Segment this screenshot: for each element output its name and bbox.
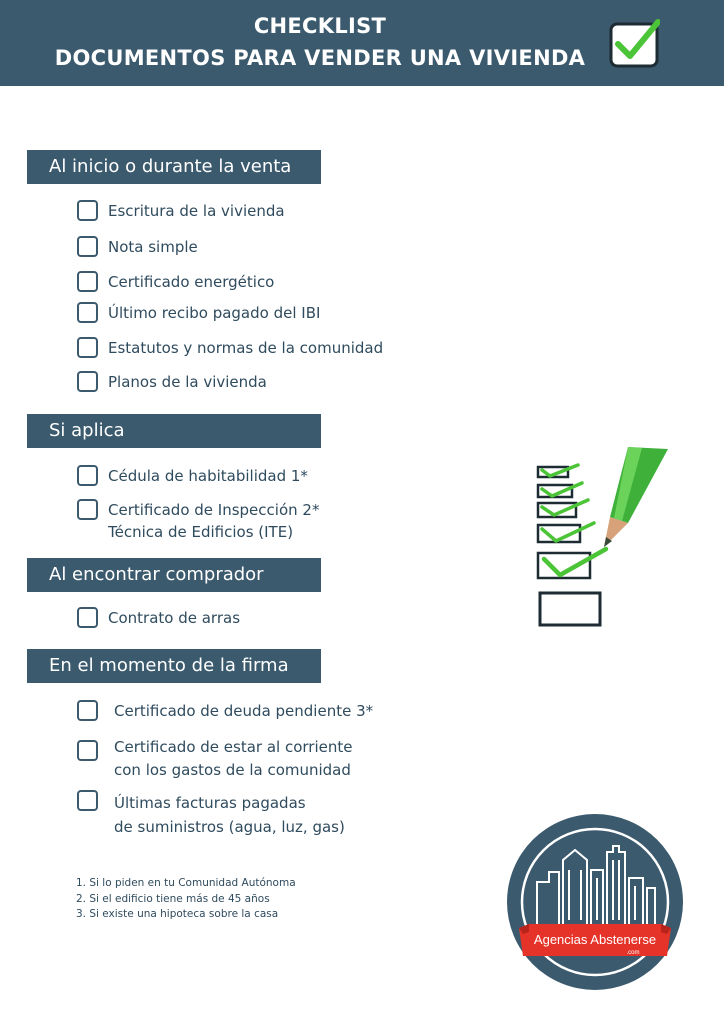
logo-suffix: .com: [626, 950, 640, 956]
item-label: Nota simple: [108, 238, 198, 256]
section-header-if-applicable: [27, 414, 321, 448]
item-label: Certificado energético: [108, 273, 275, 291]
checkbox[interactable]: [77, 271, 98, 292]
city-skyline-icon: [505, 812, 685, 992]
checkbox[interactable]: [77, 700, 98, 721]
item-label: Último recibo pagado del IBI: [108, 304, 321, 322]
page-header: [0, 0, 724, 86]
item-label: Certificado de Inspección 2*: [108, 501, 320, 519]
checkbox[interactable]: [77, 371, 98, 392]
checklist-pencil-icon: [530, 445, 675, 635]
section-header-start: [27, 150, 321, 184]
section-title: En el momento de la firma: [49, 655, 289, 676]
item-label: Certificado de estar al corriente: [114, 738, 353, 756]
footnote: 3. Si existe una hipoteca sobre la casa: [76, 908, 279, 920]
logo-name: Agencias Abstenerse: [533, 932, 657, 947]
item-label: Estatutos y normas de la comunidad: [108, 339, 384, 357]
item-label: Certificado de deuda pendiente 3*: [114, 702, 374, 720]
section-title: Al inicio o durante la venta: [49, 156, 292, 177]
checkbox-checked-icon: [608, 18, 660, 70]
section-title: Si aplica: [49, 420, 125, 441]
section-title: Al encontrar comprador: [49, 564, 264, 585]
item-label-line2: de suministros (agua, luz, gas): [114, 818, 345, 836]
footnotes: [76, 876, 296, 923]
item-label: Contrato de arras: [108, 609, 241, 627]
checkbox[interactable]: [77, 200, 98, 221]
checkbox[interactable]: [77, 236, 98, 257]
item-label: Cédula de habitabilidad 1*: [108, 467, 308, 485]
item-label: Últimas facturas pagadas: [114, 794, 306, 812]
checkbox[interactable]: [77, 337, 98, 358]
item-label: Planos de la vivienda: [108, 373, 267, 391]
footnote: 2. Si el edificio tiene más de 45 años: [76, 892, 270, 905]
item-label: Escritura de la vivienda: [108, 202, 285, 220]
checkbox[interactable]: [77, 302, 98, 323]
item-label-line2: con los gastos de la comunidad: [114, 761, 351, 779]
checkbox[interactable]: [77, 790, 98, 811]
header-title-line2: DOCUMENTOS PARA VENDER UNA VIVIENDA: [54, 46, 586, 70]
checkbox[interactable]: [77, 465, 98, 486]
header-title-line1: CHECKLIST: [253, 14, 387, 38]
section-header-signing: [27, 649, 321, 683]
item-label-line2: Técnica de Edificios (ITE): [108, 523, 294, 541]
section-header-buyer: [27, 558, 321, 592]
footnote: 1. Si lo piden en tu Comunidad Autónoma: [76, 877, 296, 889]
checkbox[interactable]: [77, 499, 98, 520]
checkbox[interactable]: [77, 740, 98, 761]
checkbox[interactable]: [77, 607, 98, 628]
